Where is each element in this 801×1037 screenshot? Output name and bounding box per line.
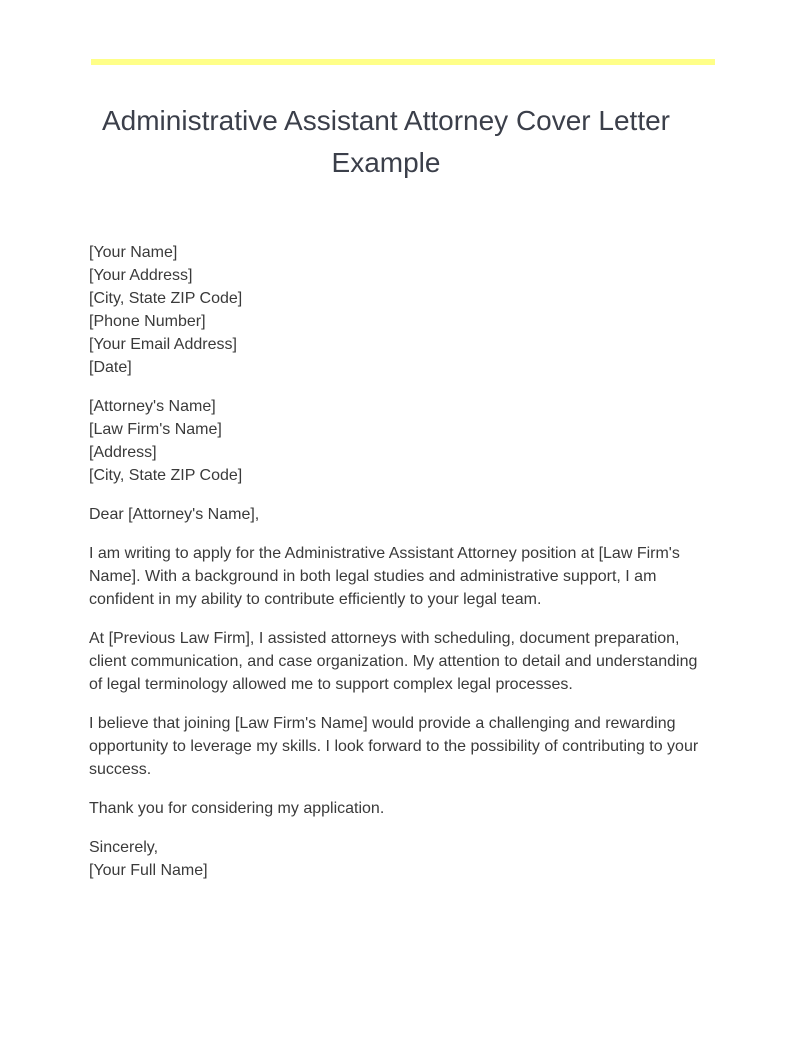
recipient-firm: [Law Firm's Name] (89, 421, 222, 438)
page-title: Administrative Assistant Attorney Cover Letter Example (101, 105, 671, 178)
salutation: Dear [Attorney's Name], (89, 506, 260, 523)
letter-body (89, 241, 699, 898)
closing-block (89, 836, 699, 882)
sender-block (89, 241, 699, 379)
sender-address: [Your Address] (89, 267, 193, 284)
recipient-address: [Address] (89, 444, 157, 461)
sender-city-state-zip: [City, State ZIP Code] (89, 290, 243, 307)
closing: Sincerely, (89, 839, 159, 856)
body-paragraph: I believe that joining [Law Firm's Name] would provide a challenging and rewarding opportunity to leverage my skills. I look forward to the possibility of contributing to your success. (89, 715, 699, 778)
accent-bar (91, 59, 715, 65)
signature: [Your Full Name] (89, 862, 208, 879)
letter-date: [Date] (89, 359, 132, 376)
body-paragraph: Thank you for considering my application. (89, 800, 385, 817)
recipient-block (89, 395, 699, 487)
sender-phone: [Phone Number] (89, 313, 206, 330)
recipient-name: [Attorney's Name] (89, 398, 216, 415)
sender-name: [Your Name] (89, 244, 178, 261)
body-paragraph: At [Previous Law Firm], I assisted attorneys with scheduling, document preparation, client communication, and case organization. My attention to detail and understanding of legal terminology allowed me to support complex legal processes. (89, 630, 698, 693)
sender-email: [Your Email Address] (89, 336, 237, 353)
recipient-city-state-zip: [City, State ZIP Code] (89, 467, 243, 484)
body-paragraph: I am writing to apply for the Administrative Assistant Attorney position at [Law Firm's Name]. With a background in both legal studies and administrative support, I am confident in my ability to contribute efficiently to your legal team. (89, 545, 680, 608)
